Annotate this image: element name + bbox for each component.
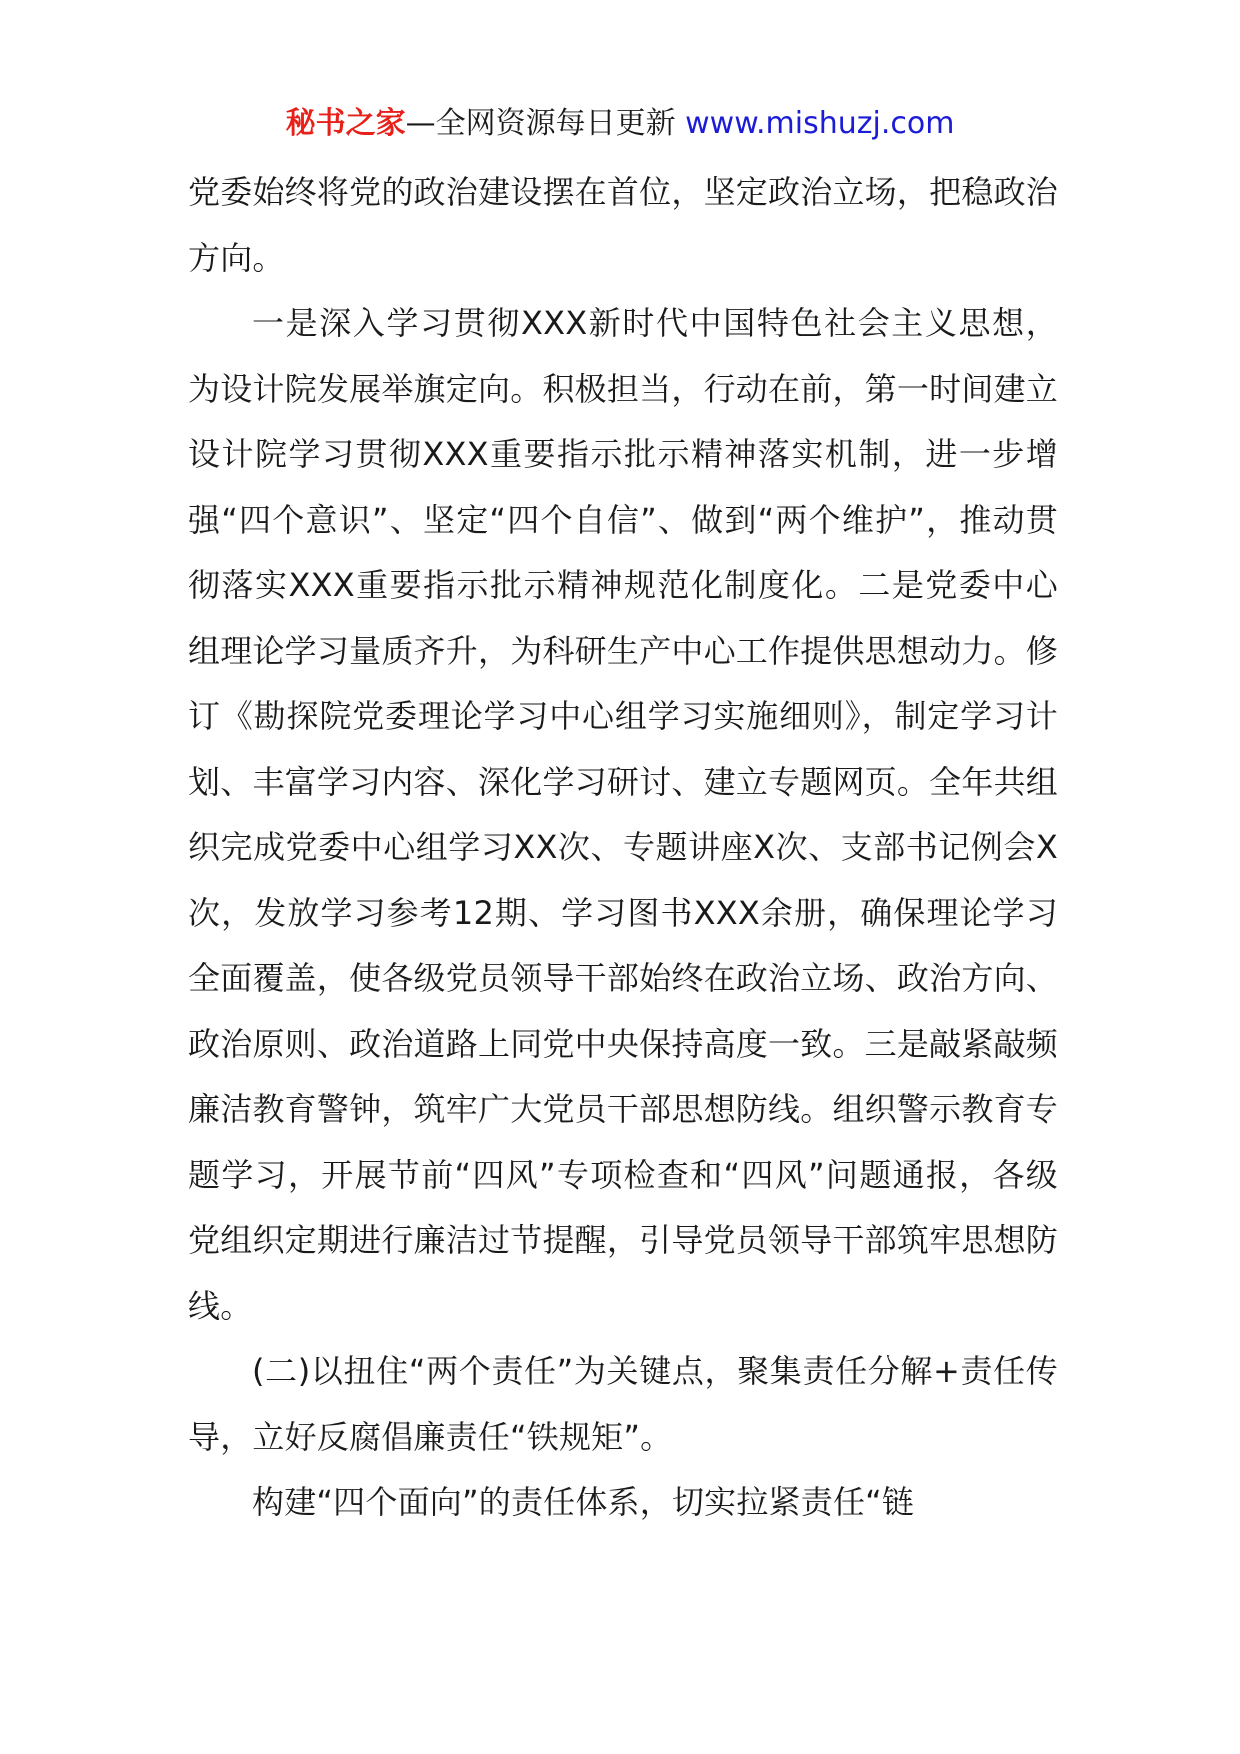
site-url-link[interactable]: www.mishuzj.com: [685, 106, 955, 141]
header-tagline: —全网资源每日更新: [405, 106, 676, 141]
site-header: [0, 102, 1240, 146]
brand-name: 秘书之家: [285, 106, 406, 141]
section-heading-two-responsibilities: (二)以扭住“两个责任”为关键点，聚集责任分解+责任传导，立好反腐倡廉责任“铁规矩”。: [188, 1352, 1058, 1456]
paragraph-political-building: 党委始终将党的政治建设摆在首位，坚定政治立场，把稳政治方向。: [188, 173, 1058, 277]
paragraph-responsibility-system: 构建“四个面向”的责任体系，切实拉紧责任“链: [252, 1483, 915, 1521]
document-body: [188, 160, 1058, 1536]
paragraph-study-measures: 一是深入学习贯彻XXX新时代中国特色社会主义思想，为设计院发展举旗定向。积极担当，行动在前，第一时间建立设计院学习贯彻XXX重要指示批示精神落实机制，进一步增强“四个意识”、坚定“四个自信”、做到“两个维护”，推动贯彻落实XXX重要指示批示精神规范化制度化。二是党委中心组理论学习量质齐升，为科研生产中心工作提供思想动力。修订《勘探院党委理论学习中心组学习实施细则》，制定学习计划、丰富学习内容、深化学习研讨、建立专题网页。全年共组织完成党委中心组学习XX次、专题讲座X次、支部书记例会X次，发放学习参考12期、学习图书XXX余册，确保理论学习全面覆盖，使各级党员领导干部始终在政治立场、政治方向、政治原则、政治道路上同党中央保持高度一致。三是敲紧敲频廉洁教育警钟，筑牢广大党员干部思想防线。组织警示教育专题学习，开展节前“四风”专项检查和“四风”问题通报，各级党组织定期进行廉洁过节提醒，引导党员领导干部筑牢思想防线。: [188, 304, 1058, 1325]
